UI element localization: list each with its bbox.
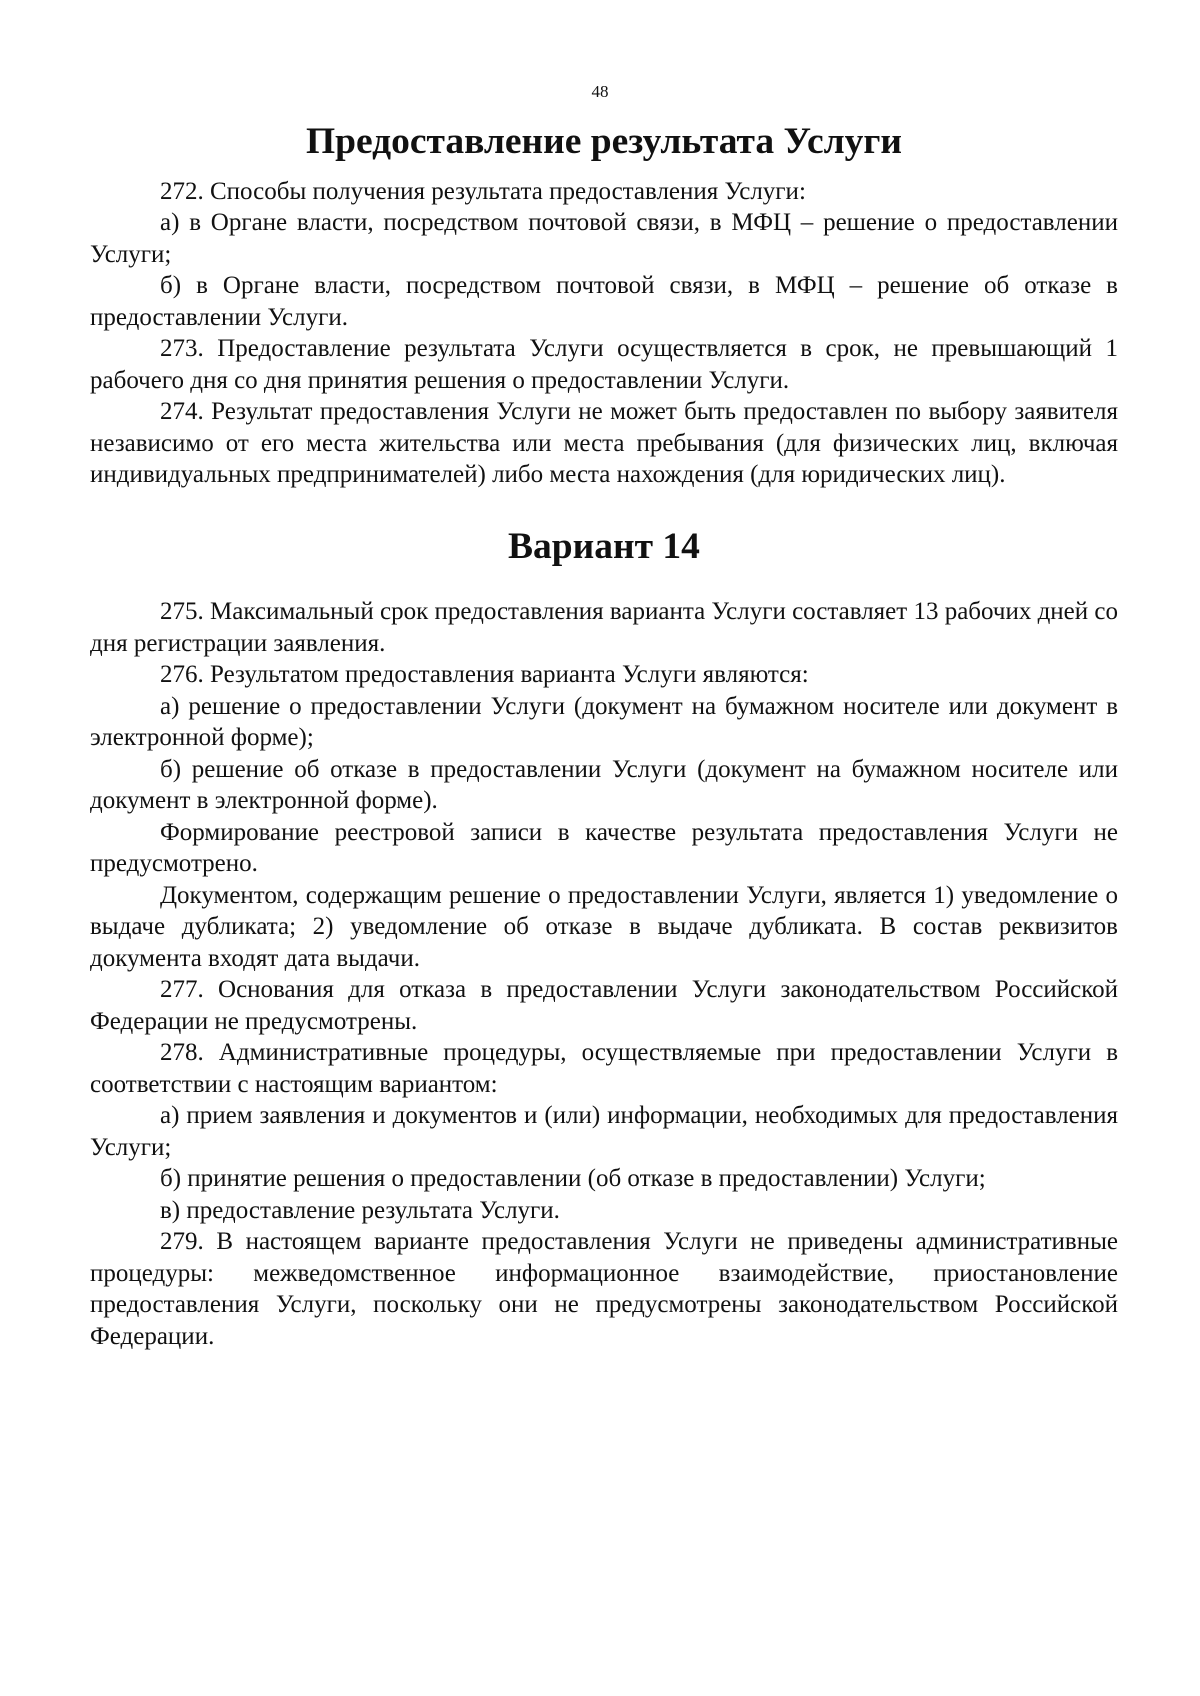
paragraph-278: 278. Административные процедуры, осуществляемые при предоставлении Услуги в соответствии с настоящим вариантом: xyxy=(90,1039,1118,1098)
paragraph-decision-document: Документом, содержащим решение о предоставлении Услуги, является 1) уведомление о выдаче дубликата; 2) уведомление об отказе в выдаче дубликата. В состав реквизитов документа входят дата выдачи. xyxy=(90,881,1118,972)
paragraph-278-b: б) принятие решения о предоставлении (об отказе в предоставлении) Услуги; xyxy=(160,1165,986,1192)
paragraph-272-b: б) в Органе власти, посредством почтовой связи, в МФЦ – решение об отказе в предоставлении Услуги. xyxy=(90,272,1118,331)
paragraph-274: 274. Результат предоставления Услуги не может быть предоставлен по выбору заявителя независимо от его места жительства или места пребывания (для физических лиц, включая индивидуальных предпринимателей) либо места нахождения (для юридических лиц). xyxy=(90,398,1118,488)
document-body xyxy=(90,121,1118,1352)
paragraph-278-c: в) предоставление результата Услуги. xyxy=(160,1196,560,1224)
paragraph-279: 279. В настоящем варианте предоставления Услуги не приведены административные процедуры: межведомственное информационное взаимодействие, приостановление предоставления Услуги, поскольку они не предусмотрены законодательством Российской Федерации. xyxy=(90,1228,1118,1350)
paragraph-277: 277. Основания для отказа в предоставлении Услуги законодательством Российской Федерации не предусмотрены. xyxy=(90,976,1118,1035)
section-heading-variant-14: Вариант 14 xyxy=(508,525,700,567)
paragraph-273: 273. Предоставление результата Услуги осуществляется в срок, не превышающий 1 рабочего дня со дня принятия решения о предоставлении Услуги. xyxy=(90,335,1118,394)
paragraph-276-a: а) решение о предоставлении Услуги (документ на бумажном носителе или документ в электронной форме); xyxy=(90,692,1118,751)
page-number: 48 xyxy=(591,82,609,101)
section-heading-result: Предоставление результата Услуги xyxy=(305,121,903,162)
paragraph-272: 272. Способы получения результата предоставления Услуги: xyxy=(160,177,806,205)
paragraph-276: 276. Результатом предоставления варианта Услуги являются: xyxy=(160,661,809,688)
paragraph-registry-record: Формирование реестровой записи в качестве результата предоставления Услуги не предусмотрено. xyxy=(90,818,1118,877)
paragraph-272-a: а) в Органе власти, посредством почтовой связи, в МФЦ – решение о предоставлении Услуги; xyxy=(90,209,1118,268)
paragraph-275: 275. Максимальный срок предоставления варианта Услуги составляет 13 рабочих дней со дня регистрации заявления. xyxy=(90,598,1118,657)
paragraph-276-b: б) решение об отказе в предоставлении Услуги (документ на бумажном носителе или документ в электронной форме). xyxy=(90,755,1118,814)
paragraph-278-a: а) прием заявления и документов и (или) информации, необходимых для предоставления Услуги; xyxy=(90,1102,1118,1161)
